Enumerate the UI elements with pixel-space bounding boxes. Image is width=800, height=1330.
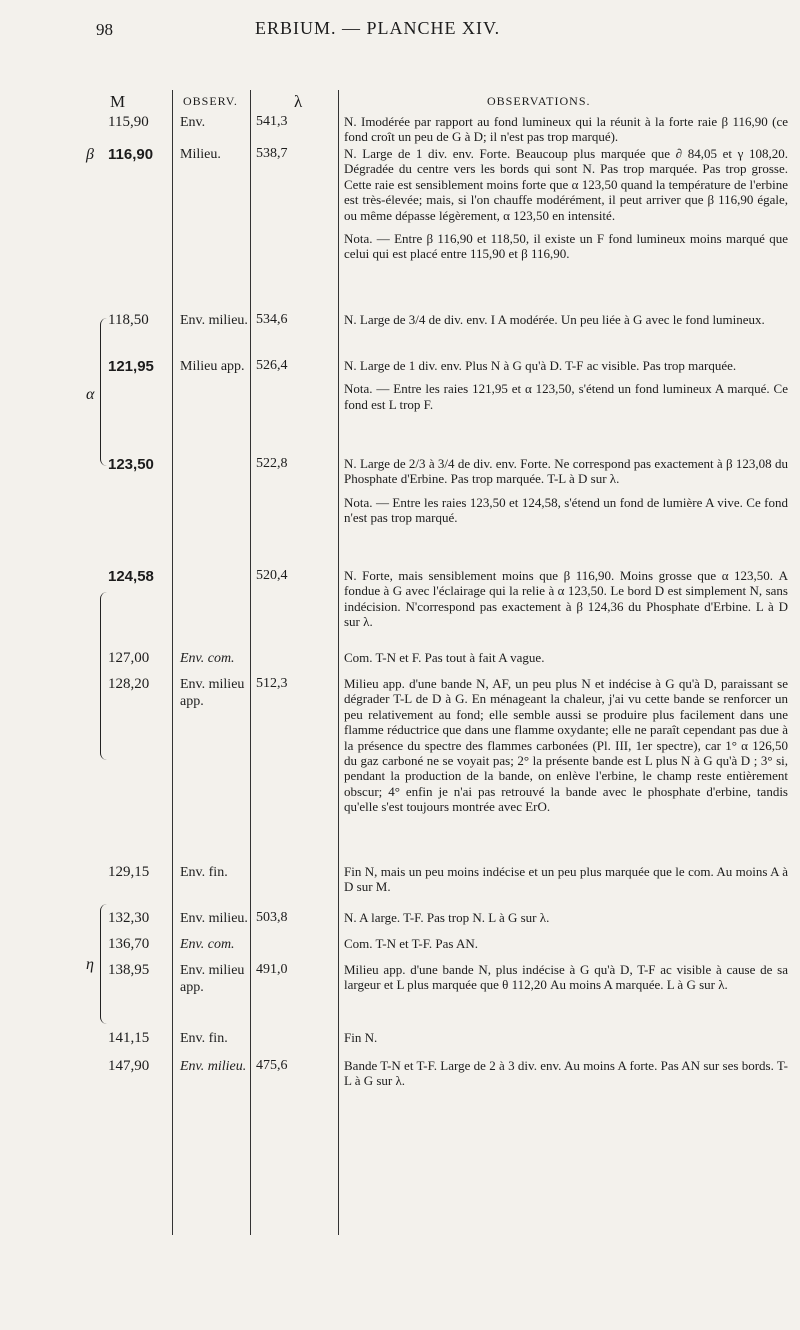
observation-text: N. Large de 3/4 de div. env. I A modérée. Un peu liée à G avec le fond lumineux. (344, 312, 765, 327)
brace (100, 904, 107, 1024)
observation-text: Milieu app. d'une bande N, plus indécise à G qu'à D, T-F ac visible à cause de sa largeur et L plus marquée que θ 112,20 Au moins A marquée. L à G sur λ. (344, 962, 788, 993)
observation-text: Com. T-N et T-F. Pas AN. (344, 936, 479, 951)
m-value: 127,00 (108, 650, 150, 666)
greek-label-alpha: α (86, 386, 95, 403)
observ-value: Env. milieu app. (180, 677, 245, 709)
observ-value: Env. fin. (180, 865, 228, 880)
lambda-value: 522,8 (256, 456, 288, 471)
observ-value: Env. milieu. (180, 313, 248, 328)
m-value: 141,15 (108, 1030, 150, 1046)
column-divider (338, 90, 339, 1235)
column-divider (250, 90, 251, 1235)
observation-text: Milieu app. d'une bande N, AF, un peu plus N et indécise à G qu'à D, paraissant se dégrader T-L de D à G. En ménageant la chaleur, j'ai vu cette bande se renforcer un peu relativement au fond; elle semble aussi se produire plus facilement dans une flamme réductrice que dans une flamme oxydante; elle ne paraît cependant pas due à la présence du spectre des flammes carbonées (Pl. III, 1er spectre), car 1° α 126,50 du gaz carboné ne se voyait pas; 2° la présente bande est L plus N à G qu'à D ; 3° si, pendant la production de la bande, on enlève l'erbine, le champ reste entièrement obscur; 4° enfin je n'ai pas retrouvé la bande avec le phosphate d'erbine, tandis qu'elle s'est toujours montrée avec ErO. (344, 676, 788, 815)
m-value: 138,95 (108, 962, 150, 978)
observ-value: Env. (180, 115, 206, 130)
observ-value: Env. com. (180, 937, 235, 952)
observation-text: N. A large. T-F. Pas trop N. L à G sur λ. (344, 910, 550, 925)
page-number: 98 (96, 20, 113, 39)
running-head: ERBIUM. — PLANCHE XIV. (255, 18, 501, 38)
m-value: 115,90 (108, 114, 149, 130)
observation-text: N. Large de 1 div. env. Forte. Beaucoup plus marquée que ∂ 84,05 et γ 108,20. Dégradée du centre vers les bords qui sont N. Pas trop marquée. Pas trop grosse. Cette raie est sensiblement moins forte que α 123,50 quand la température de l'erbine est très-élevée; mais, si l'on chauffe modérément, il peut arriver que β 116,90 égale, ou même dépasse légèrement, α 123,50 en intensité. Nota. — Entre β 116,90 et 118,50, il existe un F fond lumineux moins marqué que celui qui est placé entre 115,90 et β 116,90. (344, 146, 788, 262)
m-value: 124,58 (108, 568, 154, 585)
nota-text: Nota. — Entre les raies 121,95 et α 123,50, s'étend un fond lumineux A marqué. Ce fond est L trop F. (344, 381, 788, 412)
observ-value: Env. milieu app. (180, 963, 245, 995)
m-value: 129,15 (108, 864, 150, 880)
brace (100, 318, 107, 466)
m-value: 147,90 (108, 1058, 150, 1074)
m-value: 118,50 (108, 312, 149, 328)
m-value: 116,90 (108, 146, 154, 163)
lambda-value: 541,3 (256, 114, 288, 129)
observ-value: Env. milieu. (180, 1059, 247, 1074)
m-value: 132,30 (108, 910, 150, 926)
m-value: 121,95 (108, 358, 154, 375)
nota-text: Nota. — Entre β 116,90 et 118,50, il existe un F fond lumineux moins marqué que celui qui est placé entre 115,90 et β 116,90. (344, 231, 788, 262)
lambda-value: 512,3 (256, 676, 288, 691)
observation-text: Fin N, mais un peu moins indécise et un peu plus marquée que le com. Au moins A à D sur M. (344, 864, 788, 895)
lambda-value: 534,6 (256, 312, 288, 327)
observation-text: N. Large de 2/3 à 3/4 de div. env. Forte. Ne correspond pas exactement à β 123,08 du Phosphate d'Erbine. Pas trop marquée. T-L à D sur λ. Nota. — Entre les raies 123,50 et 124,58, s'étend un fond de lumière A vive. Ce fond n'est pas trop marqué. (344, 456, 788, 526)
m-value: 136,70 (108, 936, 150, 952)
observ-value: Env. com. (180, 651, 235, 666)
lambda-value: 520,4 (256, 568, 288, 583)
column-header-observ: OBSERV. (183, 94, 238, 108)
m-value: 123,50 (108, 456, 154, 473)
lambda-value: 503,8 (256, 910, 288, 925)
observation-text: N. Large de 1 div. env. Plus N à G qu'à D. T-F ac visible. Pas trop marquée. Nota. — Entre les raies 121,95 et α 123,50, s'étend un fond lumineux A marqué. Ce fond est L trop F. (344, 358, 788, 412)
greek-label-beta: β (86, 146, 94, 163)
observation-text: Fin N. (344, 1030, 378, 1045)
column-divider (172, 90, 173, 1235)
observation-text: Bande T-N et T-F. Large de 2 à 3 div. env. Au moins A forte. Pas AN sur ses bords. T-L à G sur λ. (344, 1058, 788, 1089)
m-value: 128,20 (108, 676, 150, 692)
observation-text: N. Forte, mais sensiblement moins que β 116,90. Moins grosse que α 123,50. A fondue à G avec l'éclairage qui la relie à α 123,50. Le bord D est simplement N, sans indécision. N'correspond pas exactement à β 124,36 du Phosphate d'Erbine. L à D sur λ. (344, 568, 788, 630)
lambda-value: 491,0 (256, 962, 288, 977)
column-header-observations: OBSERVATIONS. (487, 94, 591, 108)
greek-label-eta: η (86, 956, 94, 973)
observ-value: Milieu app. (180, 359, 245, 374)
observation-text: Com. T-N et F. Pas tout à fait A vague. (344, 650, 545, 665)
lambda-value: 475,6 (256, 1058, 288, 1073)
observation-text: N. Imodérée par rapport au fond lumineux qui la réunit à la forte raie β 116,90 (ce fond croît un peu de G à D; il n'est pas trop marqué). (344, 114, 788, 145)
nota-text: Nota. — Entre les raies 123,50 et 124,58, s'étend un fond de lumière A vive. Ce fond n'est pas trop marqué. (344, 494, 788, 526)
lambda-value: 526,4 (256, 358, 288, 373)
observ-value: Milieu. (180, 147, 221, 162)
column-header-lambda: λ (294, 92, 304, 111)
lambda-value: 538,7 (256, 146, 288, 161)
brace (100, 592, 107, 760)
observ-value: Env. milieu. (180, 911, 248, 926)
column-header-m: M (110, 92, 127, 111)
observ-value: Env. fin. (180, 1031, 228, 1046)
